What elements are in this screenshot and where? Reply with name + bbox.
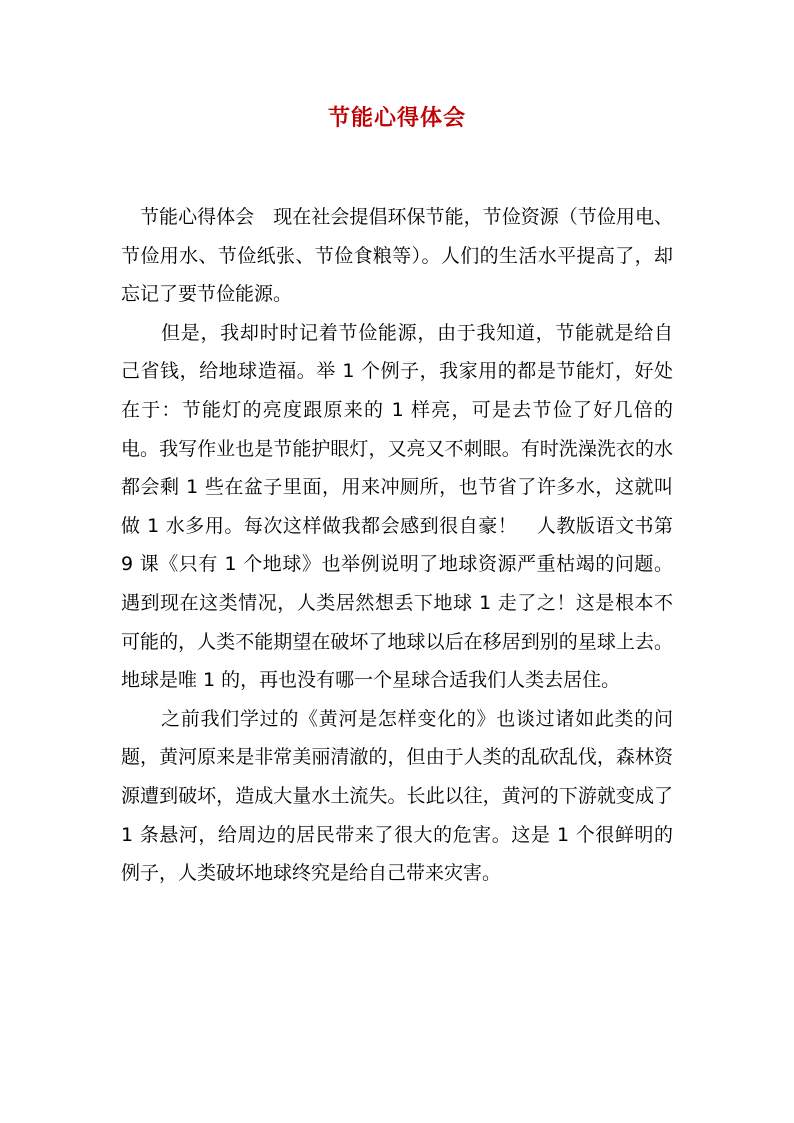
paragraph-2: 但是，我却时时记着节俭能源，由于我知道，节能就是给自己省钱，给地球造福。举 1 个例子，我家用的都是节能灯，好处在于：节能灯的亮度跟原来的 1 样亮，可是去节俭了好几倍的电。我写作业也是节能护眼灯，又亮又不刺眼。有时洗澡洗衣的水都会剩 1 些在盆子里面，用来冲厕所，也节省了许多水，这就叫做 1 水多用。每次这样做我都会感到很自豪！ 人教版语文书第 9 课《只有 1 个地球》也举例说明了地球资源严重枯竭的问题。遇到现在这类情况，人类居然想丢下地球 1 走了之！这是根本不可能的，人类不能期望在破坏了地球以后在移居到别的星球上去。地球是唯 1 的，再也没有哪一个星球合适我们人类去居住。	[121, 321, 673, 692]
document-title: 节能心得体会	[327, 105, 466, 131]
document-body	[121, 198, 673, 893]
paragraph-1: 节能心得体会 现在社会提倡环保节能，节俭资源（节俭用电、节俭用水、节俭纸张、节俭食粮等）。人们的生活水平提高了，却忘记了要节俭能源。	[121, 206, 673, 306]
paragraph-3: 之前我们学过的《黄河是怎样变化的》也谈过诸如此类的问题，黄河原来是非常美丽清澈的，但由于人类的乱砍乱伐，森林资源遭到破坏，造成大量水土流失。长此以往，黄河的下游就变成了 1 条悬河，给周边的居民带来了很大的危害。这是 1 个很鲜明的例子，人类破坏地球终究是给自己带来灾害。	[121, 707, 673, 885]
